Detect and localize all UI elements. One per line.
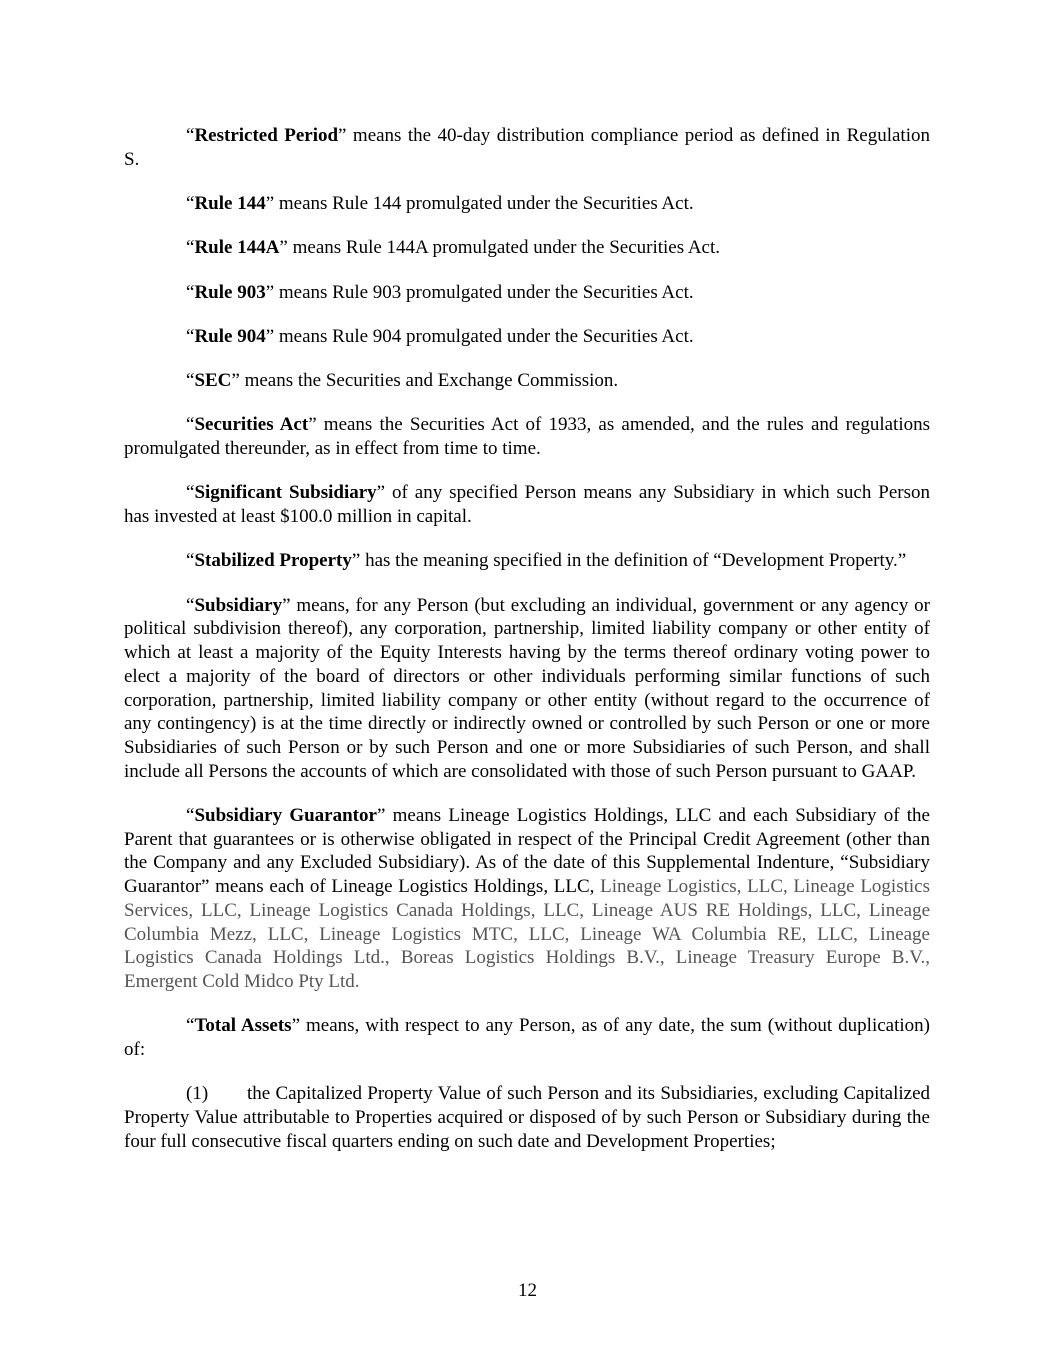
definition-total-assets: “Total Assets” means, with respect to any Person, as of any date, the sum (without duplication) of:: [124, 1015, 930, 1060]
definition-text: means Rule 144 promulgated under the Securities Act.: [274, 193, 694, 214]
definition-subsidiary: “Subsidiary” means, for any Person (but excluding an individual, government or any agency or political subdivision thereof), any corporation, partnership, limited liability company or other entity of which at least a majority of the Equity Interests having by the terms thereof ordinary voting power to elect a majority of the board of directors or other individuals performing similar functions of such corporation, partnership, limited liability company or other entity (without regard to the occurrence of any contingency) is at the time directly or indirectly owned or controlled by such Person or one or more Subsidiaries of such Person or by such Person and one or more Subsidiaries of such Person, and shall include all Persons the accounts of which are consolidated with those of such Person pursuant to GAAP.: [124, 594, 930, 782]
definition-text: means the 40-day distribution compliance period as defined in Regulation S.: [124, 125, 930, 170]
defined-term: Total Assets: [194, 1015, 292, 1037]
defined-term: Significant Subsidiary: [194, 482, 377, 504]
definition-text: means the Securities and Exchange Commission.: [239, 370, 619, 392]
definition-stabilized-property: “Stabilized Property” has the meaning specified in the definition of “Development Property.”: [186, 550, 907, 572]
definition-subsidiary-guarantor: “Subsidiary Guarantor” means Lineage Logistics Holdings, LLC and each Subsidiary of the Parent that guarantees or is otherwise obligated in respect of the Principal Credit Agreement (other than the Company and any Excluded Subsidiary). As of the date of this Supplemental Indenture, “Subsidiary Guarantor” means each of Lineage Logistics Holdings, LLC, Lineage Logistics, LLC, Lineage Logistics Services, LLC, Lineage Logistics Canada Holdings, LLC, Lineage AUS RE Holdings, LLC, Lineage Columbia Mezz, LLC, Lineage Logistics MTC, LLC, Lineage WA Columbia RE, LLC, Lineage Logistics Canada Holdings Ltd., Boreas Logistics Holdings B.V., Lineage Treasury Europe B.V., Emergent Cold Midco Pty Ltd.: [124, 805, 930, 992]
definition-significant-subsidiary: “Significant Subsidiary” of any specified Person means any Subsidiary in which such Person has invested at least $100.0 million in capital.: [124, 482, 930, 528]
defined-term: Securities Act: [194, 414, 309, 436]
definition-restricted-period: “Restricted Period” means the 40-day distribution compliance period as defined in Regulation S.: [124, 125, 930, 170]
definition-securities-act: “Securities Act” means the Securities Act of 1933, as amended, and the rules and regulations promulgated thereunder, as in effect from time to time.: [124, 414, 930, 460]
defined-term: Stabilized Property: [194, 550, 352, 572]
defined-term: Restricted Period: [194, 125, 339, 146]
definition-text: of any specified Person means any Subsidiary in which such Person has invested at least $100.0 million in capital.: [124, 482, 930, 528]
guarantor-entity-list: Lineage Logistics, LLC, Lineage Logistics Services, LLC, Lineage Logistics Canada Holdings, LLC, Lineage AUS RE Holdings, LLC, Lineage Columbia Mezz, LLC, Lineage Logistics MTC, LLC, Lineage WA Columbia RE, LLC, Lineage Logistics Canada Holdings Ltd., Boreas Logistics Holdings B.V., Lineage Treasury Europe B.V., Emergent Cold Midco Pty Ltd.: [124, 876, 930, 992]
definition-text: means Lineage Logistics Holdings, LLC and each Subsidiary of the Parent that guarantees or is otherwise obligated in respect of the Principal Credit Agreement (other than the Company and any Excluded Subsidiary). As of the date of this Supplemental Indenture, “Subsidiary Guarantor” means each of Lineage Logistics Holdings, LLC,: [124, 805, 930, 898]
definition-text: means the Securities Act of 1933, as amended, and the rules and regulations promulgated thereunder, as in effect from time to time.: [124, 414, 930, 460]
definition-rule-903: “Rule 903” means Rule 903 promulgated under the Securities Act.: [186, 281, 694, 303]
definition-text: means Rule 144A promulgated under the Securities Act.: [287, 237, 721, 259]
defined-term: Rule 904: [194, 325, 266, 347]
definition-rule-144: “Rule 144” means Rule 144 promulgated under the Securities Act.: [186, 193, 694, 214]
document-page: [124, 124, 930, 1153]
definition-text: means Rule 903 promulgated under the Securities Act.: [274, 281, 694, 303]
clause-1: [124, 1082, 930, 1153]
definition-text: means Rule 904 promulgated under the Securities Act.: [274, 325, 694, 347]
definition-sec: “SEC” means the Securities and Exchange Commission.: [186, 370, 619, 392]
defined-term: SEC: [194, 370, 232, 392]
defined-term: Rule 144A: [194, 237, 280, 259]
defined-term: Subsidiary Guarantor: [194, 805, 377, 826]
page-number: 12: [518, 1280, 537, 1301]
definition-text: has the meaning specified in the definition of “Development Property.”: [360, 550, 907, 572]
defined-term: Rule 903: [194, 281, 266, 303]
definition-text: means, with respect to any Person, as of any date, the sum (without duplication) of:: [124, 1015, 930, 1060]
clause-text: the Capitalized Property Value of such Person and its Subsidiaries, excluding Capitalized Property Value attributable to Properties acquired or disposed of by such Person or Subsidiary during the four full consecutive fiscal quarters ending on such date and Development Properties;: [124, 1083, 930, 1152]
definition-text: means, for any Person (but excluding an individual, government or any agency or political subdivision thereof), any corporation, partnership, limited liability company or other entity of which at least a majority of the Equity Interests having by the terms thereof ordinary voting power to elect a majority of the board of directors or other individuals performing similar functions of such corporation, partnership, limited liability company or other entity (without regard to the occurrence of any contingency) is at the time directly or indirectly owned or controlled by such Person or one or more Subsidiaries of such Person or by such Person and one or more Subsidiaries of such Person, and shall include all Persons the accounts of which are consolidated with those of such Person pursuant to GAAP.: [124, 594, 930, 782]
definition-rule-144a: “Rule 144A” means Rule 144A promulgated under the Securities Act.: [186, 237, 721, 259]
defined-term: Subsidiary: [194, 594, 283, 616]
defined-term: Rule 144: [194, 193, 266, 214]
clause-number: (1): [186, 1083, 209, 1105]
definition-rule-904: “Rule 904” means Rule 904 promulgated under the Securities Act.: [186, 325, 694, 347]
